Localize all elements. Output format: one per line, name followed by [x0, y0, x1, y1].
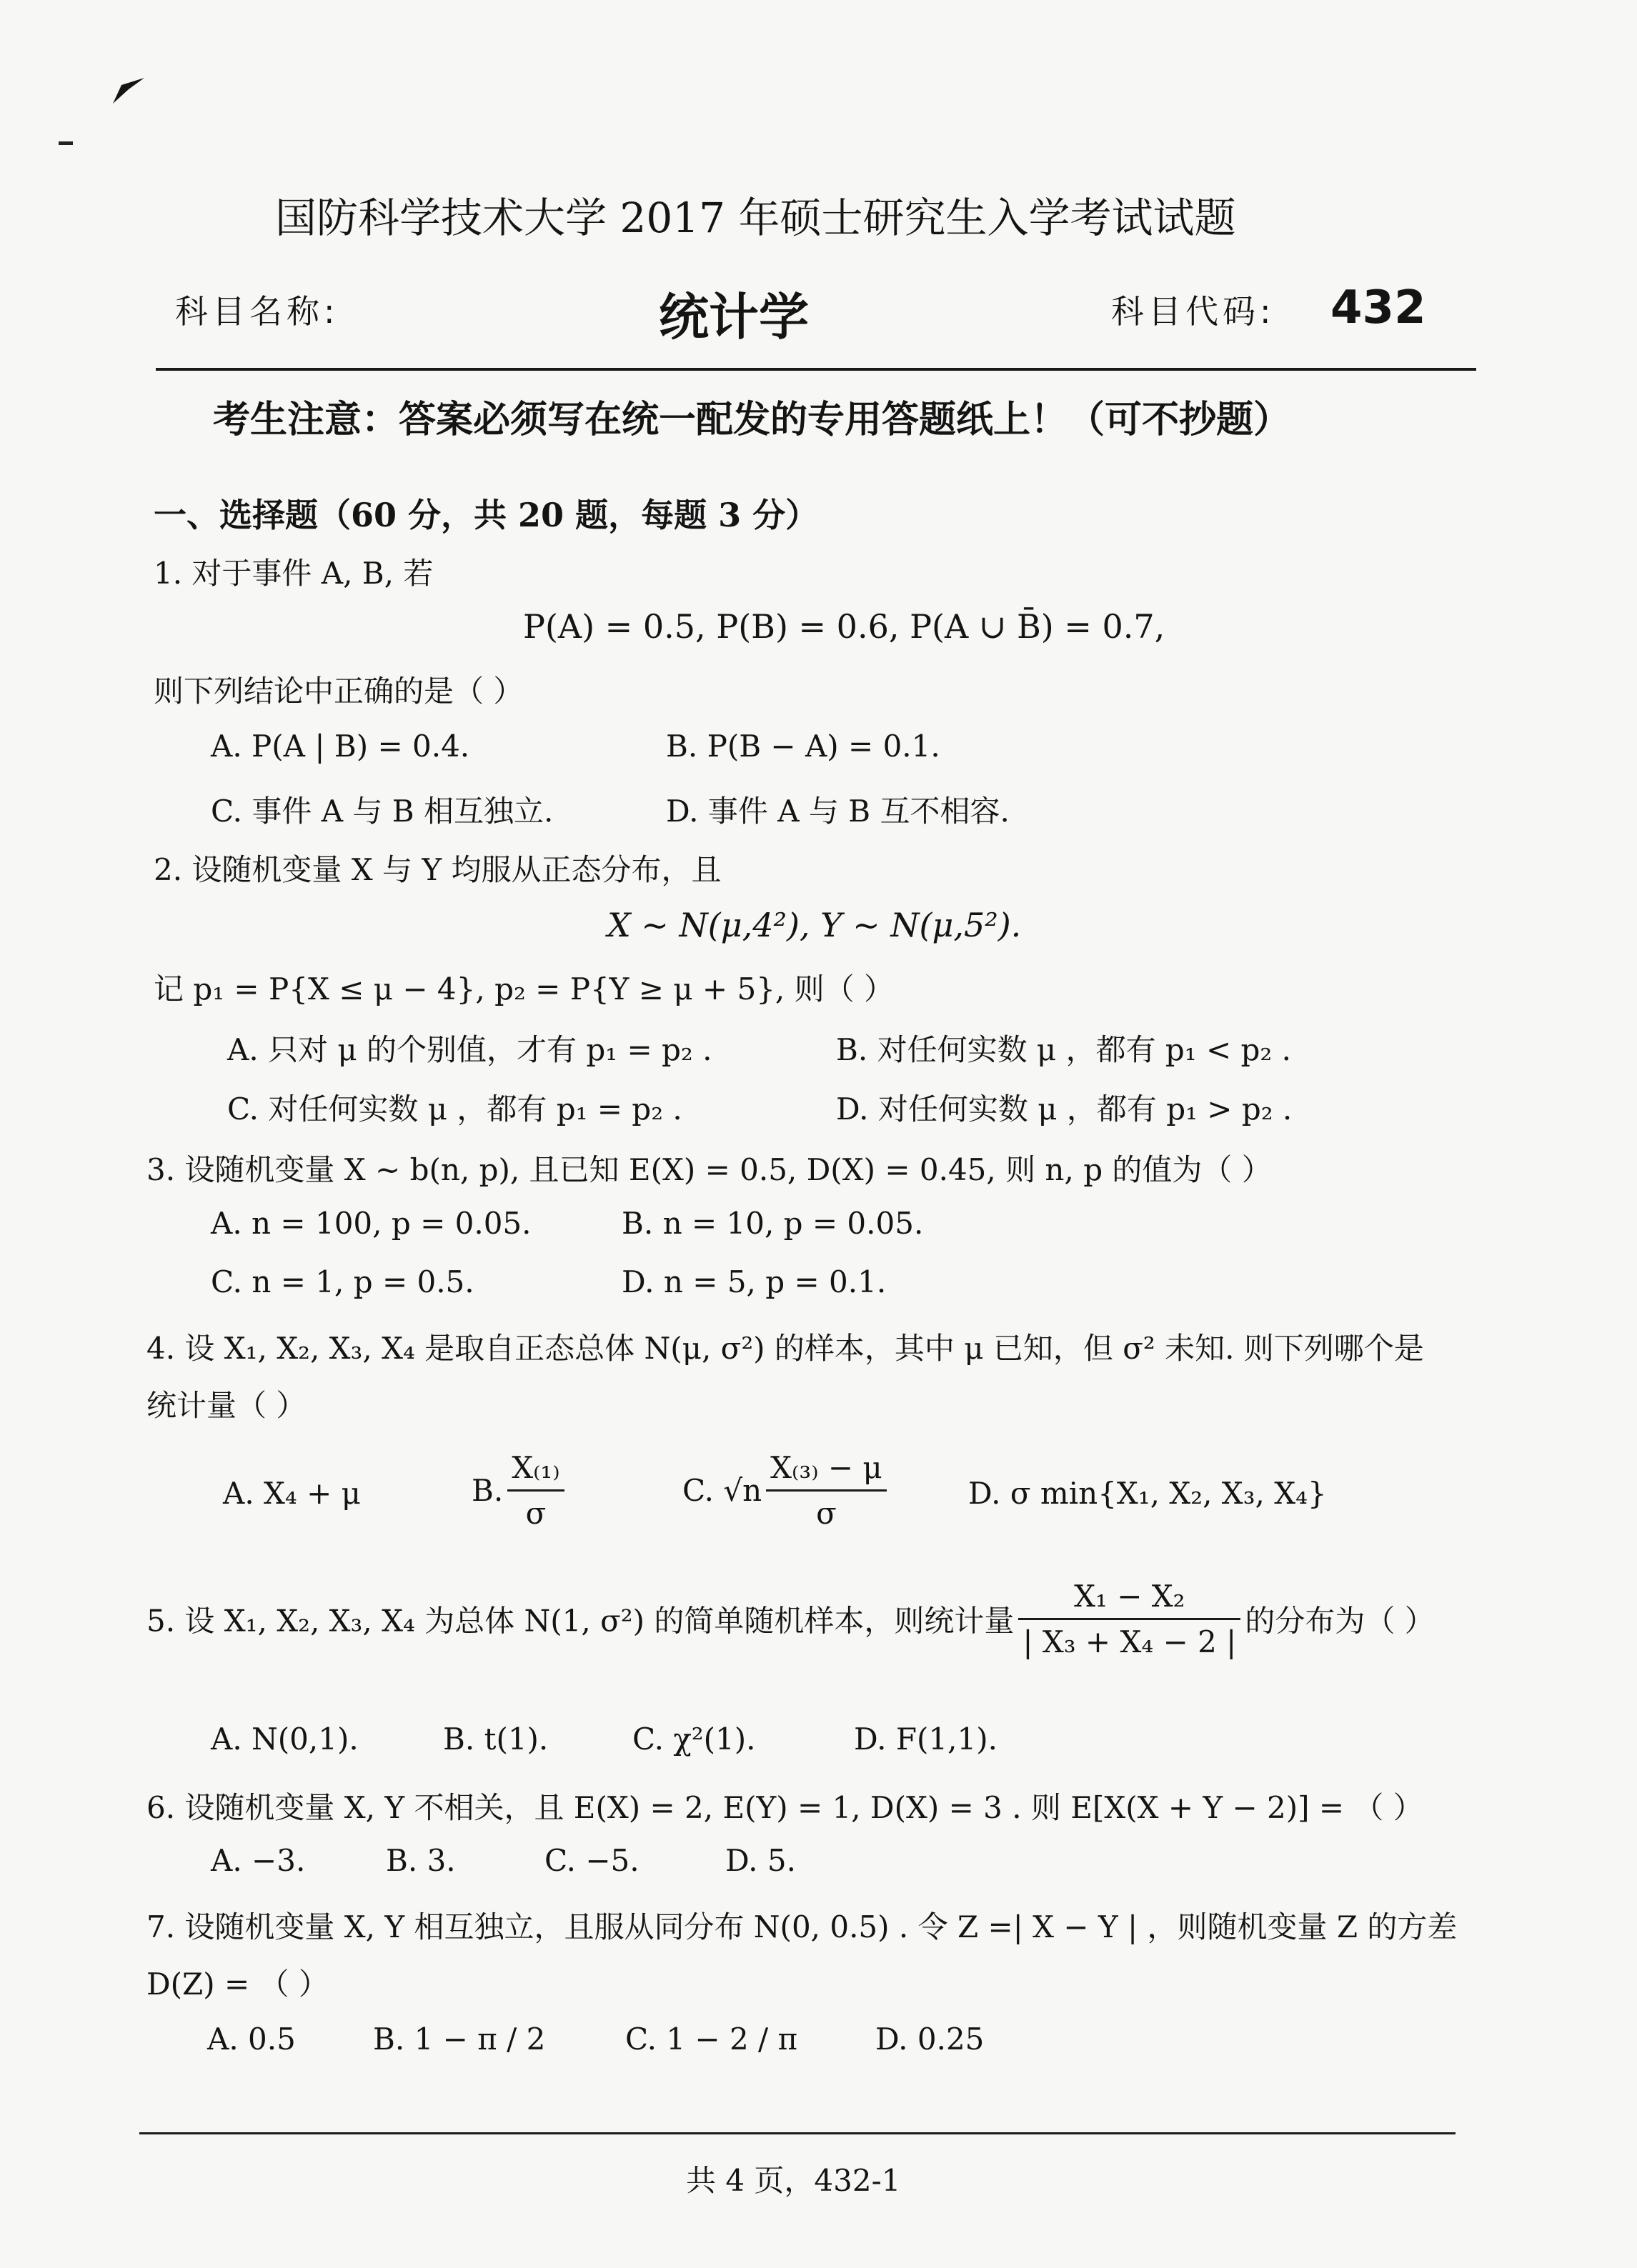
q5-numerator: X₁ − X₂: [1018, 1579, 1240, 1620]
q6-option-b: B. 3.: [386, 1843, 456, 1878]
q3-option-b: B. n = 10, p = 0.05.: [622, 1206, 924, 1241]
q6-option-c: C. −5.: [544, 1843, 640, 1878]
q3-option-d: D. n = 5, p = 0.1.: [622, 1264, 887, 1299]
scan-speck: [59, 141, 73, 145]
q5-option-c: C. χ²(1).: [632, 1722, 756, 1757]
q7-option-b: B. 1 − π / 2: [373, 2022, 546, 2057]
q7-option-a: A. 0.5: [207, 2022, 296, 2057]
scan-mark: [107, 75, 150, 111]
q1-option-d: D. 事件 A 与 B 互不相容.: [666, 794, 1010, 829]
subject-name: 统计学: [659, 288, 809, 346]
q6-option-d: D. 5.: [725, 1843, 796, 1878]
exam-notice: 考生注意：答案必须写在统一配发的专用答题纸上！（可不抄题）: [213, 399, 1291, 441]
q4-option-b: [472, 1450, 569, 1531]
exam-title: 国防科学技术大学 2017 年硕士研究生入学考试试题: [275, 194, 1236, 242]
q5-stem: 5. 设 X₁, X₂, X₃, X₄ 为总体 N(1, σ²) 的简单随机样本，则统计量: [146, 1603, 1015, 1639]
q2-prompt: 记 p₁ = P{X ≤ μ − 4}, p₂ = P{Y ≥ μ + 5}, 则（ ）: [154, 971, 894, 1006]
q4-option-b-denominator: σ: [525, 1496, 547, 1531]
q5-option-b: B. t(1).: [443, 1722, 549, 1757]
q2-formula: X ~ N(μ,4²), Y ~ N(μ,5²).: [607, 906, 1022, 944]
q1-option-c: C. 事件 A 与 B 相互独立.: [211, 794, 554, 829]
q5-option-a: A. N(0,1).: [211, 1722, 359, 1757]
footer-rule: [139, 2132, 1456, 2134]
q5-line: [146, 1579, 1435, 1659]
q5-tail: 的分布为（ ）: [1245, 1603, 1435, 1639]
subject-name-label: 科目名称:: [175, 292, 339, 331]
subject-code-label: 科目代码:: [1111, 292, 1275, 331]
q6-option-a: A. −3.: [211, 1843, 306, 1878]
q7-option-d: D. 0.25: [875, 2022, 985, 2057]
q7-stem: 7. 设随机变量 X, Y 相互独立，且服从同分布 N(0, 0.5) . 令 Z =| X − Y | ，则随机变量 Z 的方差: [146, 1909, 1458, 1944]
q6-stem: 6. 设随机变量 X, Y 不相关，且 E(X) = 2, E(Y) = 1, D(X) = 3 . 则 E[X(X + Y − 2)] = （ ）: [146, 1790, 1423, 1825]
q1-option-a: A. P(A | B) = 0.4.: [211, 729, 470, 764]
q4-option-c-numerator: X₍₃₎ − μ: [766, 1450, 887, 1492]
q4-option-c-denominator: σ: [816, 1496, 837, 1531]
q7-stem-continued: D(Z) = （ ）: [146, 1967, 329, 2002]
q2-option-c: C. 对任何实数 μ ，都有 p₁ = p₂ .: [227, 1091, 682, 1126]
q5-option-d: D. F(1,1).: [854, 1722, 997, 1757]
q1-option-b: B. P(B − A) = 0.1.: [666, 729, 940, 764]
q5-denominator: | X₃ + X₄ − 2 |: [1022, 1624, 1237, 1659]
q4-stem-continued: 统计量（ ）: [146, 1388, 307, 1423]
q2-option-b: B. 对任何实数 μ ，都有 p₁ < p₂ .: [836, 1032, 1291, 1067]
q1-formula: P(A) = 0.5, P(B) = 0.6, P(A ∪ B̄) = 0.7,: [523, 607, 1165, 646]
q3-option-a: A. n = 100, p = 0.05.: [211, 1206, 532, 1241]
q1-stem: 1. 对于事件 A, B, 若: [154, 556, 434, 591]
q2-option-a: A. 只对 μ 的个别值，才有 p₁ = p₂ .: [227, 1032, 712, 1067]
q1-prompt: 则下列结论中正确的是（ ）: [154, 674, 524, 709]
q4-option-b-numerator: X₍₁₎: [507, 1450, 564, 1492]
q2-option-d: D. 对任何实数 μ ，都有 p₁ > p₂ .: [836, 1091, 1293, 1126]
q2-stem: 2. 设随机变量 X 与 Y 均服从正态分布，且: [154, 852, 722, 887]
q4-option-b-label: B.: [472, 1473, 504, 1508]
q4-option-d: D. σ min{X₁, X₂, X₃, X₄}: [968, 1476, 1327, 1511]
q3-stem: 3. 设随机变量 X ~ b(n, p), 且已知 E(X) = 0.5, D(X) = 0.45, 则 n, p 的值为（ ）: [146, 1152, 1272, 1187]
q4-option-c-label: C. √n: [682, 1473, 762, 1508]
q4-stem: 4. 设 X₁, X₂, X₃, X₄ 是取自正态总体 N(μ, σ²) 的样本，其中 μ 已知，但 σ² 未知. 则下列哪个是: [146, 1331, 1424, 1366]
page-footer: 共 4 页，432-1: [686, 2163, 901, 2198]
section-title: 一、选择题（60 分，共 20 题，每题 3 分）: [154, 496, 819, 534]
q4-option-a: A. X₄ + μ: [223, 1476, 361, 1511]
header-rule: [156, 368, 1476, 371]
q4-option-c: [682, 1450, 891, 1531]
subject-code: 432: [1330, 281, 1426, 334]
q7-option-c: C. 1 − 2 / π: [625, 2022, 798, 2057]
q3-option-c: C. n = 1, p = 0.5.: [211, 1264, 474, 1299]
